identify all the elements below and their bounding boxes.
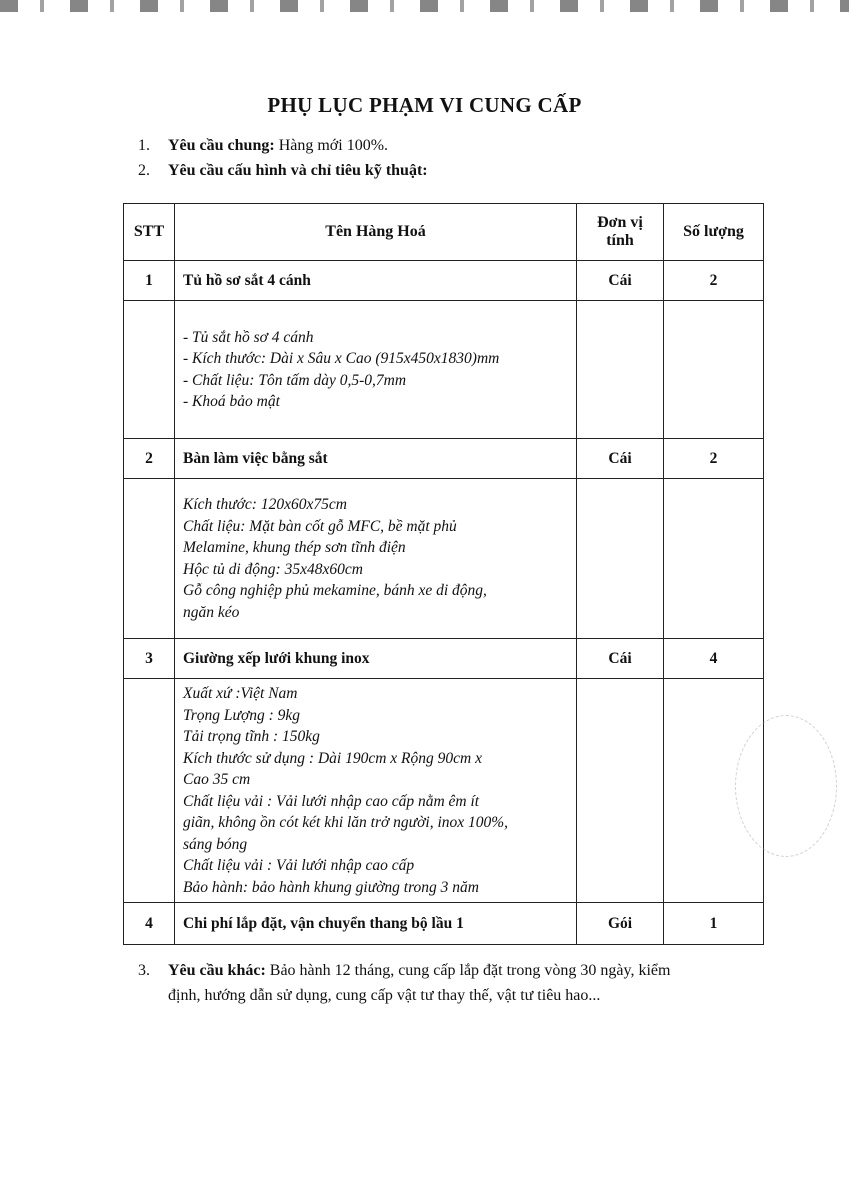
item-unit: Cái bbox=[577, 639, 664, 679]
item-name: Bàn làm việc bằng sắt bbox=[175, 439, 577, 479]
header-unit-line2: tính bbox=[606, 232, 634, 249]
table-header-row bbox=[124, 204, 764, 261]
description-line: Chất liệu vải : Vải lưới nhập cao cấp bbox=[183, 857, 415, 874]
header-unit bbox=[577, 204, 664, 261]
table-row bbox=[124, 639, 764, 679]
table-row-description bbox=[124, 679, 764, 903]
description-line: Gỗ công nghiệp phủ mekamine, bánh xe di động, bbox=[183, 582, 487, 599]
stamp-mark bbox=[735, 715, 837, 857]
empty-cell bbox=[664, 479, 764, 639]
item-name: Tủ hồ sơ sắt 4 cánh bbox=[175, 261, 577, 301]
description-line: Melamine, khung thép sơn tĩnh điện bbox=[183, 539, 406, 556]
requirement-text-continued: định, hướng dẫn sử dụng, cung cấp vật tư thay thế, vật tư tiêu hao... bbox=[168, 987, 601, 1004]
scan-noise-border bbox=[0, 0, 849, 12]
description-line: - Khoá bảo mật bbox=[183, 393, 280, 410]
item-unit: Cái bbox=[577, 261, 664, 301]
empty-cell bbox=[577, 679, 664, 903]
description-line: Trọng Lượng : 9kg bbox=[183, 706, 301, 724]
item-qty: 2 bbox=[664, 261, 764, 301]
requirement-label: Yêu cầu khác: bbox=[168, 962, 266, 979]
empty-cell bbox=[124, 301, 175, 439]
item-qty: 1 bbox=[664, 903, 764, 945]
requirement-general bbox=[138, 137, 388, 155]
item-qty: 4 bbox=[664, 639, 764, 679]
table-row bbox=[124, 439, 764, 479]
description-line: giãn, không ồn cót két khi lăn trở người, inox 100%, bbox=[183, 814, 509, 831]
description-line: Kích thước sử dụng : Dài 190cm x Rộng 90cm x bbox=[183, 749, 482, 767]
description-line: ngăn kéo bbox=[183, 603, 240, 621]
requirement-text: Hàng mới 100%. bbox=[274, 137, 389, 154]
requirement-other bbox=[138, 958, 778, 1008]
header-stt: STT bbox=[124, 204, 175, 261]
header-qty: Số lượng bbox=[664, 204, 764, 261]
table-row bbox=[124, 903, 764, 945]
item-unit: Cái bbox=[577, 439, 664, 479]
requirement-config bbox=[138, 162, 428, 180]
supply-scope-table bbox=[123, 203, 764, 945]
description-line: Chất liệu vải : Vải lưới nhập cao cấp nằm êm ít bbox=[183, 792, 480, 810]
item-description bbox=[175, 679, 577, 903]
empty-cell bbox=[664, 301, 764, 439]
description-line: sáng bóng bbox=[183, 835, 248, 853]
item-stt: 3 bbox=[124, 639, 175, 679]
empty-cell bbox=[124, 679, 175, 903]
description-line: Cao 35 cm bbox=[183, 771, 251, 788]
item-description bbox=[175, 301, 577, 439]
requirement-number: 3. bbox=[138, 962, 150, 979]
description-line: Xuất xứ :Việt Nam bbox=[183, 685, 298, 702]
description-line: - Kích thước: Dài x Sâu x Cao (915x450x1830)mm bbox=[183, 350, 500, 367]
description-line: Tải trọng tĩnh : 150kg bbox=[183, 728, 320, 745]
requirement-label: Yêu cầu chung: bbox=[168, 137, 275, 154]
requirement-label: Yêu cầu cấu hình và chỉ tiêu kỹ thuật: bbox=[168, 162, 428, 179]
description-line: Chất liệu: Mặt bàn cốt gỗ MFC, bề mặt phủ bbox=[183, 517, 457, 535]
table-row-description bbox=[124, 479, 764, 639]
page-title: PHỤ LỤC PHẠM VI CUNG CẤP bbox=[267, 93, 582, 117]
item-name: Chi phí lắp đặt, vận chuyển thang bộ lầu 1 bbox=[175, 903, 577, 945]
requirement-number: 2. bbox=[138, 162, 150, 179]
header-name: Tên Hàng Hoá bbox=[175, 204, 577, 261]
description-line: - Chất liệu: Tôn tấm dày 0,5-0,7mm bbox=[183, 371, 407, 389]
requirement-text: Bảo hành 12 tháng, cung cấp lắp đặt trong vòng 30 ngày, kiểm bbox=[265, 962, 671, 979]
description-line: Bảo hành: bảo hành khung giường trong 3 năm bbox=[183, 878, 479, 896]
item-description bbox=[175, 479, 577, 639]
description-line: - Tủ sắt hồ sơ 4 cánh bbox=[183, 328, 314, 346]
description-line: Hộc tủ di động: 35x48x60cm bbox=[183, 560, 363, 578]
item-qty: 2 bbox=[664, 439, 764, 479]
item-stt: 4 bbox=[124, 903, 175, 945]
empty-cell bbox=[577, 479, 664, 639]
header-unit-line1: Đơn vị bbox=[597, 214, 643, 231]
item-name: Giường xếp lưới khung inox bbox=[175, 639, 577, 679]
empty-cell bbox=[577, 301, 664, 439]
item-stt: 1 bbox=[124, 261, 175, 301]
empty-cell bbox=[124, 479, 175, 639]
item-stt: 2 bbox=[124, 439, 175, 479]
requirement-number: 1. bbox=[138, 137, 150, 154]
table-row bbox=[124, 261, 764, 301]
item-unit: Gói bbox=[577, 903, 664, 945]
table-row-description bbox=[124, 301, 764, 439]
description-line: Kích thước: 120x60x75cm bbox=[183, 496, 347, 513]
